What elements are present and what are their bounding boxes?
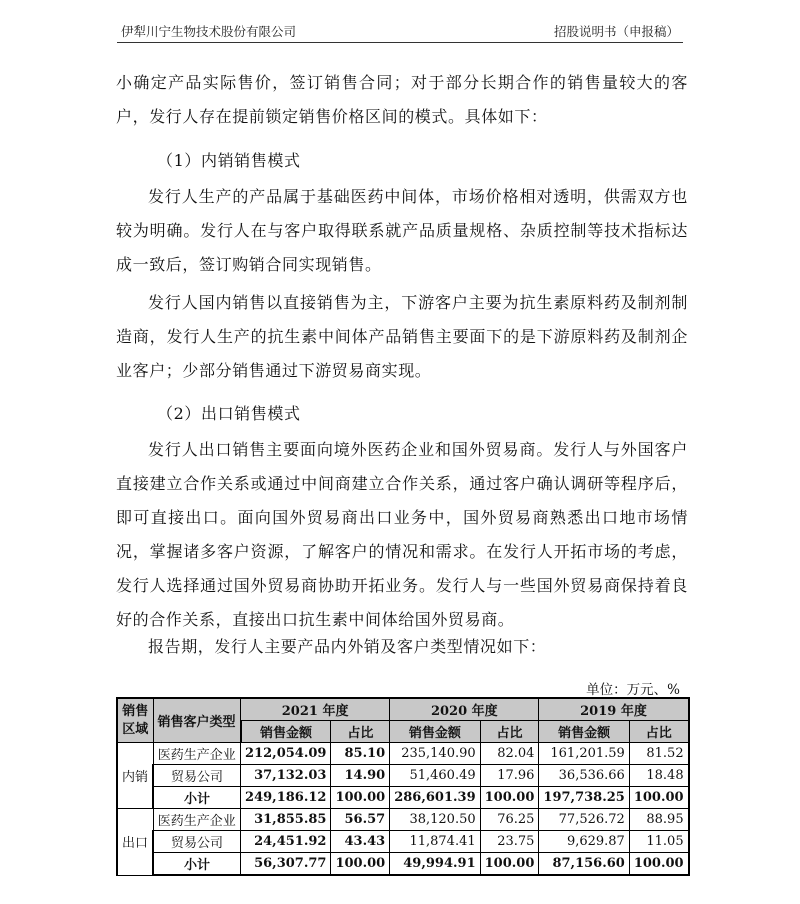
value-cell: 56,307.77 bbox=[241, 853, 331, 876]
subtotal-label: 小计 bbox=[153, 787, 241, 809]
header-ratio: 占比 bbox=[331, 721, 390, 743]
value-cell: 24,451.92 bbox=[241, 831, 331, 853]
value-cell: 88.95 bbox=[629, 809, 688, 831]
header-region: 销售区域 bbox=[117, 698, 153, 743]
value-cell: 100.00 bbox=[331, 787, 390, 809]
value-cell: 87,156.60 bbox=[539, 853, 629, 876]
customer-type-cell: 医药生产企业 bbox=[153, 743, 241, 765]
value-cell: 38,120.50 bbox=[390, 809, 480, 831]
value-cell: 235,140.90 bbox=[390, 743, 480, 765]
value-cell: 82.04 bbox=[480, 743, 539, 765]
value-cell: 85.10 bbox=[331, 743, 390, 765]
section-heading-export: （2）出口销售模式 bbox=[157, 404, 301, 423]
header-year-2019: 2019 年度 bbox=[539, 698, 689, 721]
header-amount: 销售金额 bbox=[390, 721, 480, 743]
value-cell: 286,601.39 bbox=[390, 787, 480, 809]
header-amount: 销售金额 bbox=[241, 721, 331, 743]
value-cell: 100.00 bbox=[331, 853, 390, 876]
value-cell: 37,132.03 bbox=[241, 765, 331, 787]
paragraph-table-intro: 报告期，发行人主要产品内外销及客户类型情况如下： bbox=[148, 637, 547, 656]
table-header-row bbox=[117, 698, 689, 721]
value-cell: 14.90 bbox=[331, 765, 390, 787]
header-amount: 销售金额 bbox=[539, 721, 629, 743]
customer-type-cell: 贸易公司 bbox=[153, 831, 241, 853]
subtotal-label: 小计 bbox=[153, 853, 241, 876]
page-header bbox=[117, 20, 683, 43]
header-ratio: 占比 bbox=[629, 721, 688, 743]
header-year-2021: 2021 年度 bbox=[241, 698, 390, 721]
value-cell: 100.00 bbox=[629, 853, 688, 876]
company-name: 伊犁川宁生物技术股份有限公司 bbox=[121, 24, 297, 39]
value-cell: 43.43 bbox=[331, 831, 390, 853]
paragraph-domestic-1: 发行人生产的产品属于基础医药中间体，市场价格相对透明，供需双方也较为明确。发行人在与客户取得联系就产品质量规格、杂质控制等技术指标达成一致后，签订购销合同实现销售。 bbox=[116, 187, 688, 274]
value-cell: 11,874.41 bbox=[390, 831, 480, 853]
table-row bbox=[117, 809, 689, 831]
section-heading-domestic: （1）内销销售模式 bbox=[157, 151, 301, 170]
paragraph-domestic-2: 发行人国内销售以直接销售为主，下游客户主要为抗生素原料药及制剂制造商，发行人生产的抗生素中间体产品销售主要面下的是下游原料药及制剂企业客户；少部分销售通过下游贸易商实现。 bbox=[116, 293, 688, 380]
value-cell: 249,186.12 bbox=[241, 787, 331, 809]
value-cell: 31,855.85 bbox=[241, 809, 331, 831]
table-row-subtotal bbox=[117, 787, 689, 809]
value-cell: 81.52 bbox=[629, 743, 688, 765]
value-cell: 23.75 bbox=[480, 831, 539, 853]
paragraph-intro: 小确定产品实际售价，签订销售合同；对于部分长期合作的销售量较大的客户，发行人存在提前锁定销售价格区间的模式。具体如下： bbox=[116, 73, 688, 126]
value-cell: 100.00 bbox=[480, 853, 539, 876]
table-row bbox=[117, 831, 689, 853]
value-cell: 197,738.25 bbox=[539, 787, 629, 809]
table-unit: 单位：万元、% bbox=[586, 682, 680, 698]
value-cell: 76.25 bbox=[480, 809, 539, 831]
sales-table bbox=[116, 697, 690, 876]
region-cell: 内销 bbox=[117, 743, 153, 809]
value-cell: 17.96 bbox=[480, 765, 539, 787]
value-cell: 11.05 bbox=[629, 831, 688, 853]
header-customer-type: 销售客户类型 bbox=[153, 698, 241, 743]
value-cell: 49,994.91 bbox=[390, 853, 480, 876]
table-row-subtotal bbox=[117, 853, 689, 876]
value-cell: 161,201.59 bbox=[539, 743, 629, 765]
value-cell: 56.57 bbox=[331, 809, 390, 831]
header-year-2020: 2020 年度 bbox=[390, 698, 539, 721]
document-title: 招股说明书（申报稿） bbox=[553, 24, 679, 39]
region-cell: 出口 bbox=[117, 809, 153, 876]
table-row bbox=[117, 743, 689, 765]
paragraph-export: 发行人出口销售主要面向境外医药企业和国外贸易商。发行人与外国客户直接建立合作关系或通过中间商建立合作关系，通过客户确认调研等程序后，即可直接出口。面向国外贸易商出口业务中，国外贸易商熟悉出口地市场情况，掌握诸多客户资源，了解客户的情况和需求。在发行人开拓市场的考虑，发行人选择通过国外贸易商协助开拓业务。发行人与一些国外贸易商保持着良好的合作关系，直接出口抗生素中间体给国外贸易商。 bbox=[116, 440, 688, 629]
value-cell: 9,629.87 bbox=[539, 831, 629, 853]
value-cell: 212,054.09 bbox=[241, 743, 331, 765]
value-cell: 100.00 bbox=[480, 787, 539, 809]
customer-type-cell: 医药生产企业 bbox=[153, 809, 241, 831]
value-cell: 100.00 bbox=[629, 787, 688, 809]
header-ratio: 占比 bbox=[480, 721, 539, 743]
customer-type-cell: 贸易公司 bbox=[153, 765, 241, 787]
value-cell: 77,526.72 bbox=[539, 809, 629, 831]
table-row bbox=[117, 765, 689, 787]
value-cell: 51,460.49 bbox=[390, 765, 480, 787]
value-cell: 18.48 bbox=[629, 765, 688, 787]
value-cell: 36,536.66 bbox=[539, 765, 629, 787]
